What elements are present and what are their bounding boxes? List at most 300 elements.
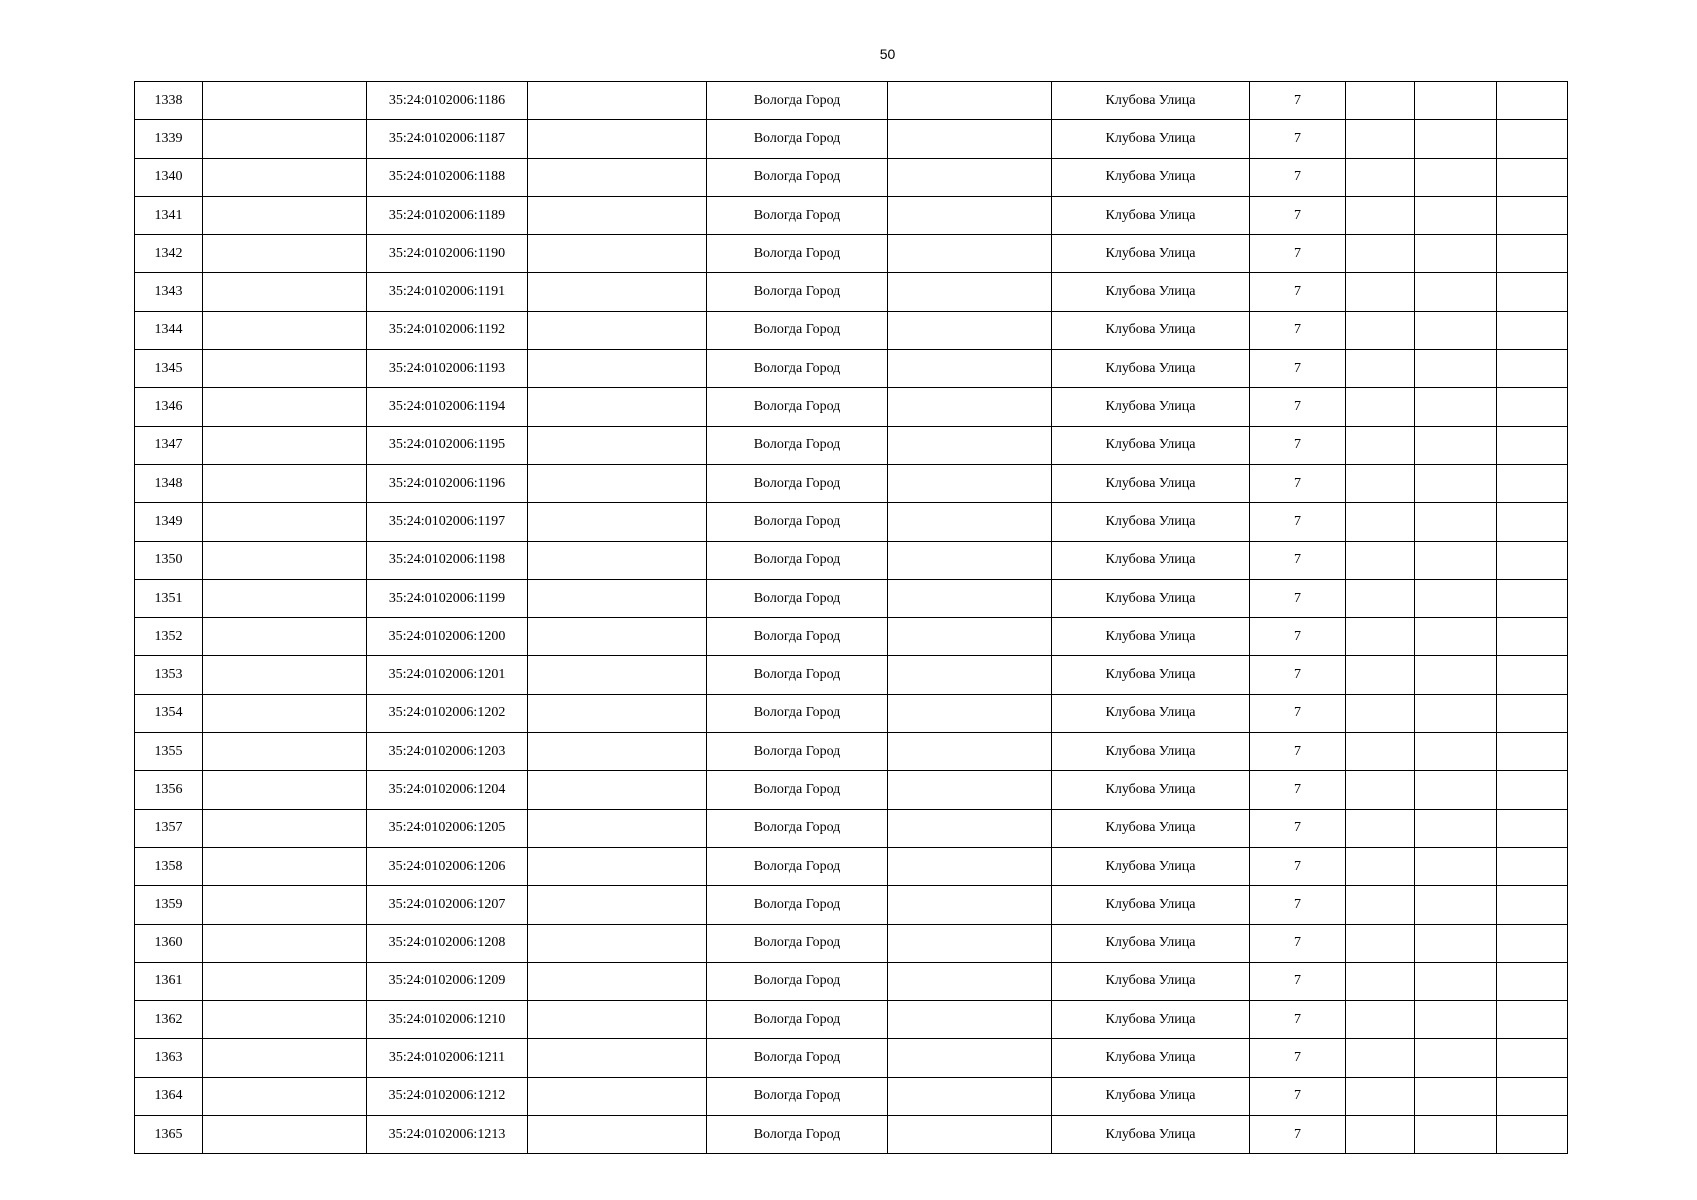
empty-cell [1346, 426, 1415, 464]
cadastral-number-cell: 35:24:0102006:1204 [367, 771, 528, 809]
empty-cell [1415, 656, 1497, 694]
empty-cell [203, 1116, 367, 1154]
row-number-cell: 1346 [135, 388, 203, 426]
house-number-cell: 7 [1250, 273, 1346, 311]
empty-cell [888, 350, 1052, 388]
street-cell: Клубова Улица [1052, 311, 1250, 349]
empty-cell [203, 733, 367, 771]
street-cell: Клубова Улица [1052, 196, 1250, 234]
row-number-cell: 1342 [135, 235, 203, 273]
empty-cell [888, 618, 1052, 656]
city-cell: Вологда Город [707, 733, 888, 771]
empty-cell [888, 82, 1052, 120]
empty-cell [528, 1116, 707, 1154]
empty-cell [528, 120, 707, 158]
empty-cell [888, 1001, 1052, 1039]
table-row [135, 962, 1568, 1000]
cadastral-number-cell: 35:24:0102006:1187 [367, 120, 528, 158]
empty-cell [528, 1039, 707, 1077]
street-cell: Клубова Улица [1052, 158, 1250, 196]
empty-cell [528, 426, 707, 464]
empty-cell [1415, 886, 1497, 924]
table-row [135, 618, 1568, 656]
house-number-cell: 7 [1250, 311, 1346, 349]
empty-cell [888, 962, 1052, 1000]
empty-cell [1497, 311, 1568, 349]
table-row [135, 120, 1568, 158]
street-cell: Клубова Улица [1052, 962, 1250, 1000]
city-cell: Вологда Город [707, 771, 888, 809]
empty-cell [888, 886, 1052, 924]
empty-cell [203, 579, 367, 617]
empty-cell [1346, 1116, 1415, 1154]
empty-cell [1346, 579, 1415, 617]
row-number-cell: 1358 [135, 847, 203, 885]
empty-cell [203, 464, 367, 502]
empty-cell [1497, 464, 1568, 502]
street-cell: Клубова Улица [1052, 1116, 1250, 1154]
city-cell: Вологда Город [707, 618, 888, 656]
house-number-cell: 7 [1250, 733, 1346, 771]
cadastral-number-cell: 35:24:0102006:1191 [367, 273, 528, 311]
empty-cell [528, 771, 707, 809]
street-cell: Клубова Улица [1052, 809, 1250, 847]
empty-cell [1415, 618, 1497, 656]
house-number-cell: 7 [1250, 82, 1346, 120]
city-cell: Вологда Город [707, 962, 888, 1000]
empty-cell [1497, 694, 1568, 732]
street-cell: Клубова Улица [1052, 1001, 1250, 1039]
empty-cell [528, 924, 707, 962]
row-number-cell: 1348 [135, 464, 203, 502]
street-cell: Клубова Улица [1052, 924, 1250, 962]
house-number-cell: 7 [1250, 350, 1346, 388]
empty-cell [528, 733, 707, 771]
table-row [135, 809, 1568, 847]
city-cell: Вологда Город [707, 1077, 888, 1115]
empty-cell [888, 1077, 1052, 1115]
house-number-cell: 7 [1250, 426, 1346, 464]
city-cell: Вологда Город [707, 464, 888, 502]
house-number-cell: 7 [1250, 158, 1346, 196]
table-row [135, 196, 1568, 234]
empty-cell [1415, 771, 1497, 809]
empty-cell [1415, 847, 1497, 885]
table-row [135, 350, 1568, 388]
house-number-cell: 7 [1250, 1001, 1346, 1039]
house-number-cell: 7 [1250, 924, 1346, 962]
street-cell: Клубова Улица [1052, 235, 1250, 273]
registry-table [134, 81, 1568, 1154]
cadastral-number-cell: 35:24:0102006:1208 [367, 924, 528, 962]
cadastral-number-cell: 35:24:0102006:1211 [367, 1039, 528, 1077]
empty-cell [528, 809, 707, 847]
empty-cell [203, 1077, 367, 1115]
empty-cell [203, 694, 367, 732]
empty-cell [1415, 1039, 1497, 1077]
cadastral-number-cell: 35:24:0102006:1186 [367, 82, 528, 120]
empty-cell [203, 541, 367, 579]
house-number-cell: 7 [1250, 809, 1346, 847]
table-row [135, 464, 1568, 502]
empty-cell [1497, 733, 1568, 771]
empty-cell [1415, 82, 1497, 120]
empty-cell [1497, 618, 1568, 656]
empty-cell [1346, 733, 1415, 771]
table-row [135, 579, 1568, 617]
table-row [135, 1077, 1568, 1115]
street-cell: Клубова Улица [1052, 656, 1250, 694]
house-number-cell: 7 [1250, 618, 1346, 656]
street-cell: Клубова Улица [1052, 388, 1250, 426]
empty-cell [528, 579, 707, 617]
empty-cell [1415, 962, 1497, 1000]
empty-cell [1346, 464, 1415, 502]
table-row [135, 847, 1568, 885]
cadastral-number-cell: 35:24:0102006:1199 [367, 579, 528, 617]
cadastral-number-cell: 35:24:0102006:1189 [367, 196, 528, 234]
city-cell: Вологда Город [707, 847, 888, 885]
empty-cell [1497, 656, 1568, 694]
city-cell: Вологда Город [707, 196, 888, 234]
empty-cell [1415, 311, 1497, 349]
empty-cell [203, 886, 367, 924]
empty-cell [1497, 235, 1568, 273]
empty-cell [203, 771, 367, 809]
empty-cell [1497, 196, 1568, 234]
cadastral-number-cell: 35:24:0102006:1193 [367, 350, 528, 388]
street-cell: Клубова Улица [1052, 503, 1250, 541]
table-row [135, 541, 1568, 579]
city-cell: Вологда Город [707, 1001, 888, 1039]
empty-cell [1346, 924, 1415, 962]
empty-cell [888, 809, 1052, 847]
empty-cell [1346, 120, 1415, 158]
empty-cell [528, 541, 707, 579]
empty-cell [1346, 771, 1415, 809]
empty-cell [528, 656, 707, 694]
city-cell: Вологда Город [707, 579, 888, 617]
empty-cell [888, 656, 1052, 694]
city-cell: Вологда Город [707, 541, 888, 579]
empty-cell [1346, 388, 1415, 426]
house-number-cell: 7 [1250, 1116, 1346, 1154]
empty-cell [1415, 235, 1497, 273]
empty-cell [888, 541, 1052, 579]
empty-cell [1497, 962, 1568, 1000]
empty-cell [203, 350, 367, 388]
row-number-cell: 1355 [135, 733, 203, 771]
row-number-cell: 1354 [135, 694, 203, 732]
city-cell: Вологда Город [707, 235, 888, 273]
empty-cell [203, 962, 367, 1000]
empty-cell [1497, 426, 1568, 464]
empty-cell [1497, 82, 1568, 120]
empty-cell [888, 924, 1052, 962]
row-number-cell: 1339 [135, 120, 203, 158]
empty-cell [1415, 350, 1497, 388]
empty-cell [528, 503, 707, 541]
table-row [135, 1116, 1568, 1154]
empty-cell [888, 847, 1052, 885]
table-row [135, 656, 1568, 694]
row-number-cell: 1356 [135, 771, 203, 809]
empty-cell [1497, 120, 1568, 158]
street-cell: Клубова Улица [1052, 273, 1250, 311]
table-row [135, 273, 1568, 311]
empty-cell [203, 656, 367, 694]
house-number-cell: 7 [1250, 196, 1346, 234]
empty-cell [1346, 541, 1415, 579]
row-number-cell: 1359 [135, 886, 203, 924]
house-number-cell: 7 [1250, 541, 1346, 579]
empty-cell [203, 273, 367, 311]
empty-cell [1415, 503, 1497, 541]
table-row [135, 82, 1568, 120]
empty-cell [888, 503, 1052, 541]
street-cell: Клубова Улица [1052, 847, 1250, 885]
street-cell: Клубова Улица [1052, 120, 1250, 158]
table-row [135, 733, 1568, 771]
street-cell: Клубова Улица [1052, 82, 1250, 120]
empty-cell [528, 235, 707, 273]
empty-cell [888, 694, 1052, 732]
cadastral-number-cell: 35:24:0102006:1192 [367, 311, 528, 349]
empty-cell [528, 311, 707, 349]
empty-cell [1415, 158, 1497, 196]
cadastral-number-cell: 35:24:0102006:1198 [367, 541, 528, 579]
cadastral-number-cell: 35:24:0102006:1200 [367, 618, 528, 656]
street-cell: Клубова Улица [1052, 541, 1250, 579]
city-cell: Вологда Город [707, 158, 888, 196]
empty-cell [1415, 733, 1497, 771]
row-number-cell: 1340 [135, 158, 203, 196]
row-number-cell: 1349 [135, 503, 203, 541]
empty-cell [888, 120, 1052, 158]
cadastral-number-cell: 35:24:0102006:1212 [367, 1077, 528, 1115]
cadastral-number-cell: 35:24:0102006:1209 [367, 962, 528, 1000]
empty-cell [528, 1001, 707, 1039]
empty-cell [1346, 1077, 1415, 1115]
empty-cell [1346, 618, 1415, 656]
empty-cell [203, 809, 367, 847]
empty-cell [888, 158, 1052, 196]
empty-cell [1346, 1001, 1415, 1039]
row-number-cell: 1357 [135, 809, 203, 847]
empty-cell [1415, 196, 1497, 234]
empty-cell [203, 1039, 367, 1077]
row-number-cell: 1362 [135, 1001, 203, 1039]
empty-cell [528, 464, 707, 502]
empty-cell [888, 579, 1052, 617]
row-number-cell: 1344 [135, 311, 203, 349]
cadastral-number-cell: 35:24:0102006:1196 [367, 464, 528, 502]
registry-table-body [135, 82, 1568, 1154]
house-number-cell: 7 [1250, 388, 1346, 426]
table-row [135, 694, 1568, 732]
empty-cell [1415, 120, 1497, 158]
house-number-cell: 7 [1250, 503, 1346, 541]
empty-cell [1346, 1039, 1415, 1077]
street-cell: Клубова Улица [1052, 1077, 1250, 1115]
street-cell: Клубова Улица [1052, 426, 1250, 464]
cadastral-number-cell: 35:24:0102006:1207 [367, 886, 528, 924]
cadastral-number-cell: 35:24:0102006:1203 [367, 733, 528, 771]
street-cell: Клубова Улица [1052, 733, 1250, 771]
table-row [135, 924, 1568, 962]
empty-cell [528, 694, 707, 732]
table-row [135, 771, 1568, 809]
house-number-cell: 7 [1250, 694, 1346, 732]
empty-cell [528, 1077, 707, 1115]
street-cell: Клубова Улица [1052, 464, 1250, 502]
empty-cell [203, 388, 367, 426]
empty-cell [528, 618, 707, 656]
table-row [135, 311, 1568, 349]
table-row [135, 503, 1568, 541]
street-cell: Клубова Улица [1052, 886, 1250, 924]
empty-cell [1346, 694, 1415, 732]
row-number-cell: 1341 [135, 196, 203, 234]
empty-cell [1497, 350, 1568, 388]
empty-cell [528, 350, 707, 388]
street-cell: Клубова Улица [1052, 618, 1250, 656]
house-number-cell: 7 [1250, 120, 1346, 158]
street-cell: Клубова Улица [1052, 579, 1250, 617]
empty-cell [528, 847, 707, 885]
empty-cell [1497, 886, 1568, 924]
city-cell: Вологда Город [707, 694, 888, 732]
cadastral-number-cell: 35:24:0102006:1194 [367, 388, 528, 426]
empty-cell [888, 1039, 1052, 1077]
empty-cell [1497, 1039, 1568, 1077]
empty-cell [1346, 196, 1415, 234]
empty-cell [1415, 388, 1497, 426]
empty-cell [203, 924, 367, 962]
empty-cell [528, 158, 707, 196]
empty-cell [203, 158, 367, 196]
row-number-cell: 1345 [135, 350, 203, 388]
house-number-cell: 7 [1250, 886, 1346, 924]
table-row [135, 426, 1568, 464]
table-row [135, 235, 1568, 273]
empty-cell [1415, 1077, 1497, 1115]
empty-cell [1497, 847, 1568, 885]
empty-cell [1346, 235, 1415, 273]
empty-cell [203, 1001, 367, 1039]
table-row [135, 1039, 1568, 1077]
house-number-cell: 7 [1250, 235, 1346, 273]
empty-cell [1415, 1001, 1497, 1039]
empty-cell [1346, 847, 1415, 885]
empty-cell [1497, 579, 1568, 617]
empty-cell [1346, 350, 1415, 388]
empty-cell [1497, 273, 1568, 311]
empty-cell [1415, 809, 1497, 847]
cadastral-number-cell: 35:24:0102006:1197 [367, 503, 528, 541]
row-number-cell: 1361 [135, 962, 203, 1000]
street-cell: Клубова Улица [1052, 350, 1250, 388]
empty-cell [203, 503, 367, 541]
empty-cell [888, 771, 1052, 809]
table-row [135, 886, 1568, 924]
street-cell: Клубова Улица [1052, 1039, 1250, 1077]
empty-cell [203, 847, 367, 885]
empty-cell [888, 733, 1052, 771]
empty-cell [1415, 924, 1497, 962]
city-cell: Вологда Город [707, 886, 888, 924]
row-number-cell: 1351 [135, 579, 203, 617]
empty-cell [1497, 809, 1568, 847]
empty-cell [888, 196, 1052, 234]
empty-cell [1346, 656, 1415, 694]
empty-cell [528, 886, 707, 924]
empty-cell [1497, 158, 1568, 196]
cadastral-number-cell: 35:24:0102006:1195 [367, 426, 528, 464]
empty-cell [203, 618, 367, 656]
empty-cell [1497, 1001, 1568, 1039]
cadastral-number-cell: 35:24:0102006:1202 [367, 694, 528, 732]
city-cell: Вологда Город [707, 311, 888, 349]
empty-cell [528, 196, 707, 234]
empty-cell [1346, 82, 1415, 120]
street-cell: Клубова Улица [1052, 771, 1250, 809]
house-number-cell: 7 [1250, 962, 1346, 1000]
empty-cell [888, 235, 1052, 273]
row-number-cell: 1363 [135, 1039, 203, 1077]
house-number-cell: 7 [1250, 1077, 1346, 1115]
city-cell: Вологда Город [707, 82, 888, 120]
empty-cell [1497, 1116, 1568, 1154]
house-number-cell: 7 [1250, 656, 1346, 694]
empty-cell [1346, 962, 1415, 1000]
city-cell: Вологда Город [707, 1039, 888, 1077]
table-row [135, 158, 1568, 196]
row-number-cell: 1352 [135, 618, 203, 656]
city-cell: Вологда Город [707, 388, 888, 426]
empty-cell [1415, 694, 1497, 732]
empty-cell [528, 962, 707, 1000]
empty-cell [1497, 503, 1568, 541]
empty-cell [1346, 273, 1415, 311]
empty-cell [528, 82, 707, 120]
empty-cell [888, 311, 1052, 349]
cadastral-number-cell: 35:24:0102006:1188 [367, 158, 528, 196]
city-cell: Вологда Город [707, 656, 888, 694]
street-cell: Клубова Улица [1052, 694, 1250, 732]
page-number: 50 [879, 46, 896, 62]
empty-cell [1346, 311, 1415, 349]
cadastral-number-cell: 35:24:0102006:1201 [367, 656, 528, 694]
empty-cell [1415, 541, 1497, 579]
cadastral-number-cell: 35:24:0102006:1190 [367, 235, 528, 273]
city-cell: Вологда Город [707, 350, 888, 388]
empty-cell [1415, 273, 1497, 311]
row-number-cell: 1360 [135, 924, 203, 962]
cadastral-number-cell: 35:24:0102006:1205 [367, 809, 528, 847]
city-cell: Вологда Город [707, 426, 888, 464]
empty-cell [1346, 158, 1415, 196]
table-row [135, 388, 1568, 426]
empty-cell [1497, 1077, 1568, 1115]
city-cell: Вологда Город [707, 120, 888, 158]
city-cell: Вологда Город [707, 924, 888, 962]
empty-cell [203, 426, 367, 464]
row-number-cell: 1365 [135, 1116, 203, 1154]
row-number-cell: 1350 [135, 541, 203, 579]
city-cell: Вологда Город [707, 1116, 888, 1154]
house-number-cell: 7 [1250, 464, 1346, 502]
